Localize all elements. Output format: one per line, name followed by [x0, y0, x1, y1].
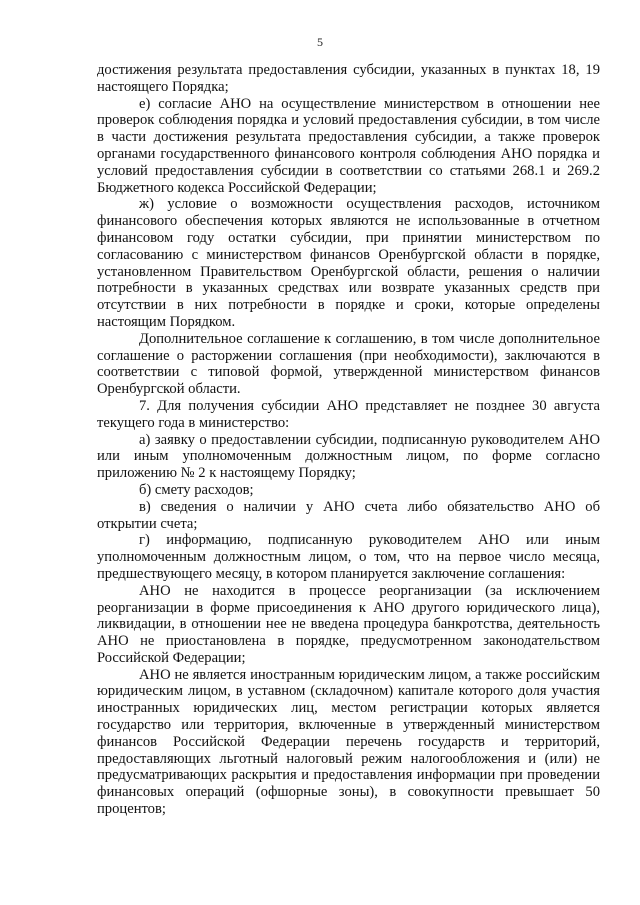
page-number: 5: [317, 35, 323, 49]
paragraph: в) сведения о наличии у АНО счета либо обязательство АНО об открытии счета;: [97, 498, 600, 532]
paragraph: ж) условие о возможности осуществления расходов, источником финансового обеспечения которых являются не использованные в отчетном финансовом году остатки субсидии, при принятии министерством по согласованию с министерством финансов Оренбургской области в порядке, установленном Правительством Оренбургской области, решения о наличии потребности в указанных средствах или возврате указанных средств при отсутствии в них потребности в порядке и сроки, которые определены настоящим Порядком.: [97, 196, 600, 330]
paragraph: а) заявку о предоставлении субсидии, подписанную руководителем АНО или иным уполномоченным должностным лицом, по форме согласно приложению № 2 к настоящему Порядку;: [97, 431, 600, 482]
paragraph: Дополнительное соглашение к соглашению, в том числе дополнительное соглашение о расторжении соглашения (при необходимости), заключаются в соответствии с типовой формой, утвержденной министерством финансов Оренбургской области.: [97, 330, 600, 398]
paragraph: 7. Для получения субсидии АНО представляет не позднее 30 августа текущего года в министерство:: [97, 397, 600, 431]
paragraph: г) информацию, подписанную руководителем АНО или иным уполномоченным должностным лицом, о том, что на первое число месяца, предшествующего месяцу, в котором планируется заключение соглашения:: [97, 532, 600, 582]
paragraph: б) смету расходов;: [139, 481, 254, 498]
paragraph: достижения результата предоставления субсидии, указанных в пунктах 18, 19 настоящего Порядка;: [97, 62, 600, 95]
paragraph: АНО не находится в процессе реорганизации (за исключением реорганизации в форме присоединения к АНО другого юридического лица), ликвидации, в отношении нее не введена процедура банкротства, деятельность АНО не приостановлена в порядке, предусмотренном законодательством Российской Федерации;: [97, 582, 600, 666]
paragraph: АНО не является иностранным юридическим лицом, а также российским юридическим лицом, в уставном (складочном) капитале которого доля участия иностранных юридических лиц, местом регистрации которых является государство или территория, включенные в утвержденный министерством финансов Российской Федерации перечень государств и территорий, предоставляющих льготный налоговый режим налогообложения и (или) не предусматривающих раскрытия и предоставления информации при проведении финансовых операций (офшорные зоны), в совокупности превышает 50 процентов;: [97, 666, 600, 818]
paragraph: е) согласие АНО на осуществление министерством в отношении нее проверок соблюдения порядка и условий предоставления субсидии, в том числе в части достижения результата предоставления субсидии, а также проверок органами государственного финансового контроля соблюдения АНО порядка и условий предоставления субсидии в соответствии со статьями 268.1 и 269.2 Бюджетного кодекса Российской Федерации;: [97, 95, 600, 196]
document-body: [97, 62, 600, 818]
